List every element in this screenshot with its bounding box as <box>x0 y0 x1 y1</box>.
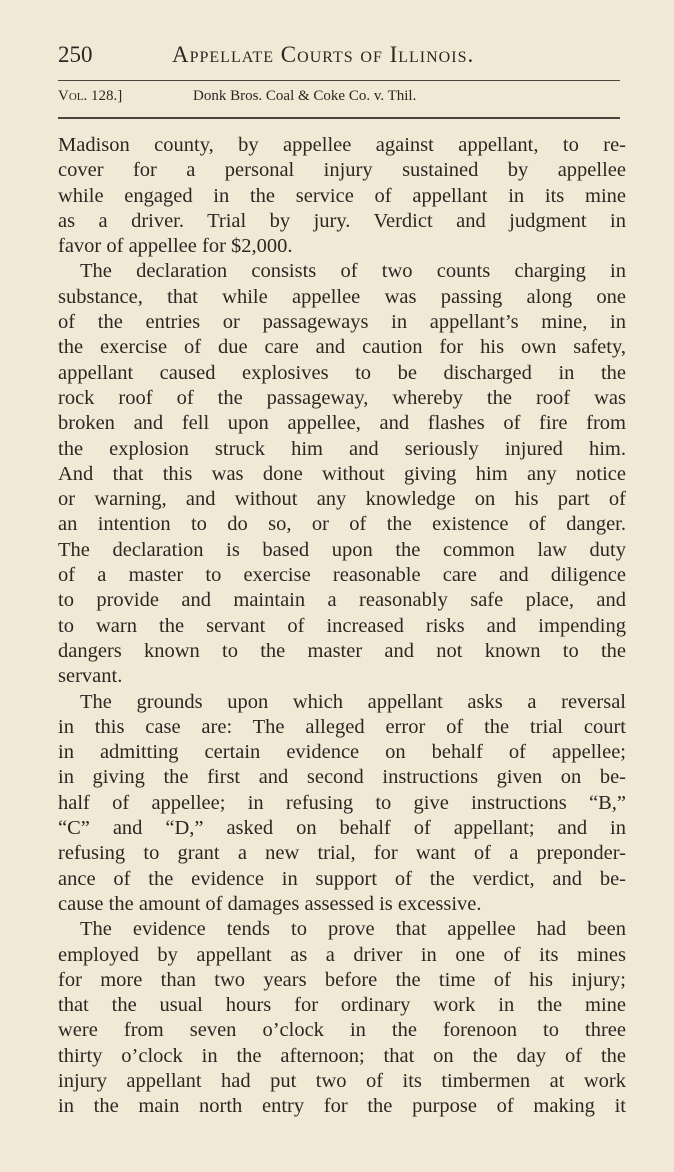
text-line: while engaged in the service of appellant in its mine <box>58 184 626 207</box>
text-line: or warning, and without any knowledge on his part of <box>58 488 626 511</box>
text-line: appellant caused explosives to be discharged in the <box>58 361 626 384</box>
page-number: 250 <box>58 42 93 67</box>
text-line: employed by appellant as a driver in one of its mines <box>58 943 626 966</box>
text-line: to warn the servant of increased risks and impending <box>58 614 626 637</box>
text-line: to provide and maintain a reasonably safe place, and <box>58 589 626 612</box>
text-line: The declaration is based upon the common law duty <box>58 538 626 561</box>
header-rule-bottom <box>58 117 620 119</box>
text-line: dangers known to the master and not known to the <box>58 639 626 662</box>
header-rule-top <box>58 80 620 81</box>
text-line: cause the amount of damages assessed is excessive. <box>58 892 482 915</box>
text-line: The grounds upon which appellant asks a reversal <box>80 690 626 713</box>
text-line: of the entries or passageways in appellant’s mine, in <box>58 311 626 334</box>
text-line: in this case are: The alleged error of the trial court <box>58 715 626 738</box>
text-line: substance, that while appellee was passing along one <box>58 285 626 308</box>
text-line: in the main north entry for the purpose of making it <box>58 1095 626 1118</box>
text-line: injury appellant had put two of its timbermen at work <box>58 1069 626 1092</box>
text-line: rock roof of the passageway, whereby the roof was <box>58 386 626 409</box>
volume-label: Vol. 128.] <box>58 88 123 104</box>
text-line: were from seven o’clock in the forenoon to three <box>58 1019 626 1042</box>
text-line: for more than two years before the time of his injury; <box>58 968 626 991</box>
running-title: Appellate Courts of Illinois. <box>172 42 475 67</box>
text-line: The declaration consists of two counts charging in <box>80 260 626 283</box>
text-line: Madison county, by appellee against appellant, to re- <box>58 134 626 156</box>
text-line: in admitting certain evidence on behalf of appellee; <box>58 741 626 764</box>
text-line: half of appellee; in refusing to give instructions “B,” <box>58 791 626 814</box>
text-line: And that this was done without giving him any notice <box>58 462 626 485</box>
text-line: the exercise of due care and caution for his own safety, <box>58 336 626 359</box>
case-title: Donk Bros. Coal & Coke Co. v. Thil. <box>193 88 417 104</box>
text-line: the explosion struck him and seriously injured him. <box>58 437 626 460</box>
text-line: ance of the evidence in support of the verdict, and be- <box>58 867 626 890</box>
text-line: as a driver. Trial by jury. Verdict and judgment in <box>58 209 626 232</box>
text-line: refusing to grant a new trial, for want of a preponder- <box>58 842 626 865</box>
text-line: “C” and “D,” asked on behalf of appellant; and in <box>58 817 626 840</box>
body-text <box>58 133 626 1120</box>
text-line: The evidence tends to prove that appellee had been <box>80 918 626 941</box>
text-line: cover for a personal injury sustained by appellee <box>58 159 626 182</box>
text-line: an intention to do so, or of the existence of danger. <box>58 513 626 536</box>
text-line: in giving the first and second instructions given on be- <box>58 766 626 789</box>
text-line: of a master to exercise reasonable care and diligence <box>58 564 626 587</box>
text-line: broken and fell upon appellee, and flashes of fire from <box>58 412 626 435</box>
text-line: that the usual hours for ordinary work in the mine <box>58 994 626 1017</box>
text-line: servant. <box>58 665 123 688</box>
text-line: thirty o’clock in the afternoon; that on the day of the <box>58 1044 626 1067</box>
running-head <box>58 42 620 72</box>
text-line: favor of appellee for $2,000. <box>58 235 293 258</box>
